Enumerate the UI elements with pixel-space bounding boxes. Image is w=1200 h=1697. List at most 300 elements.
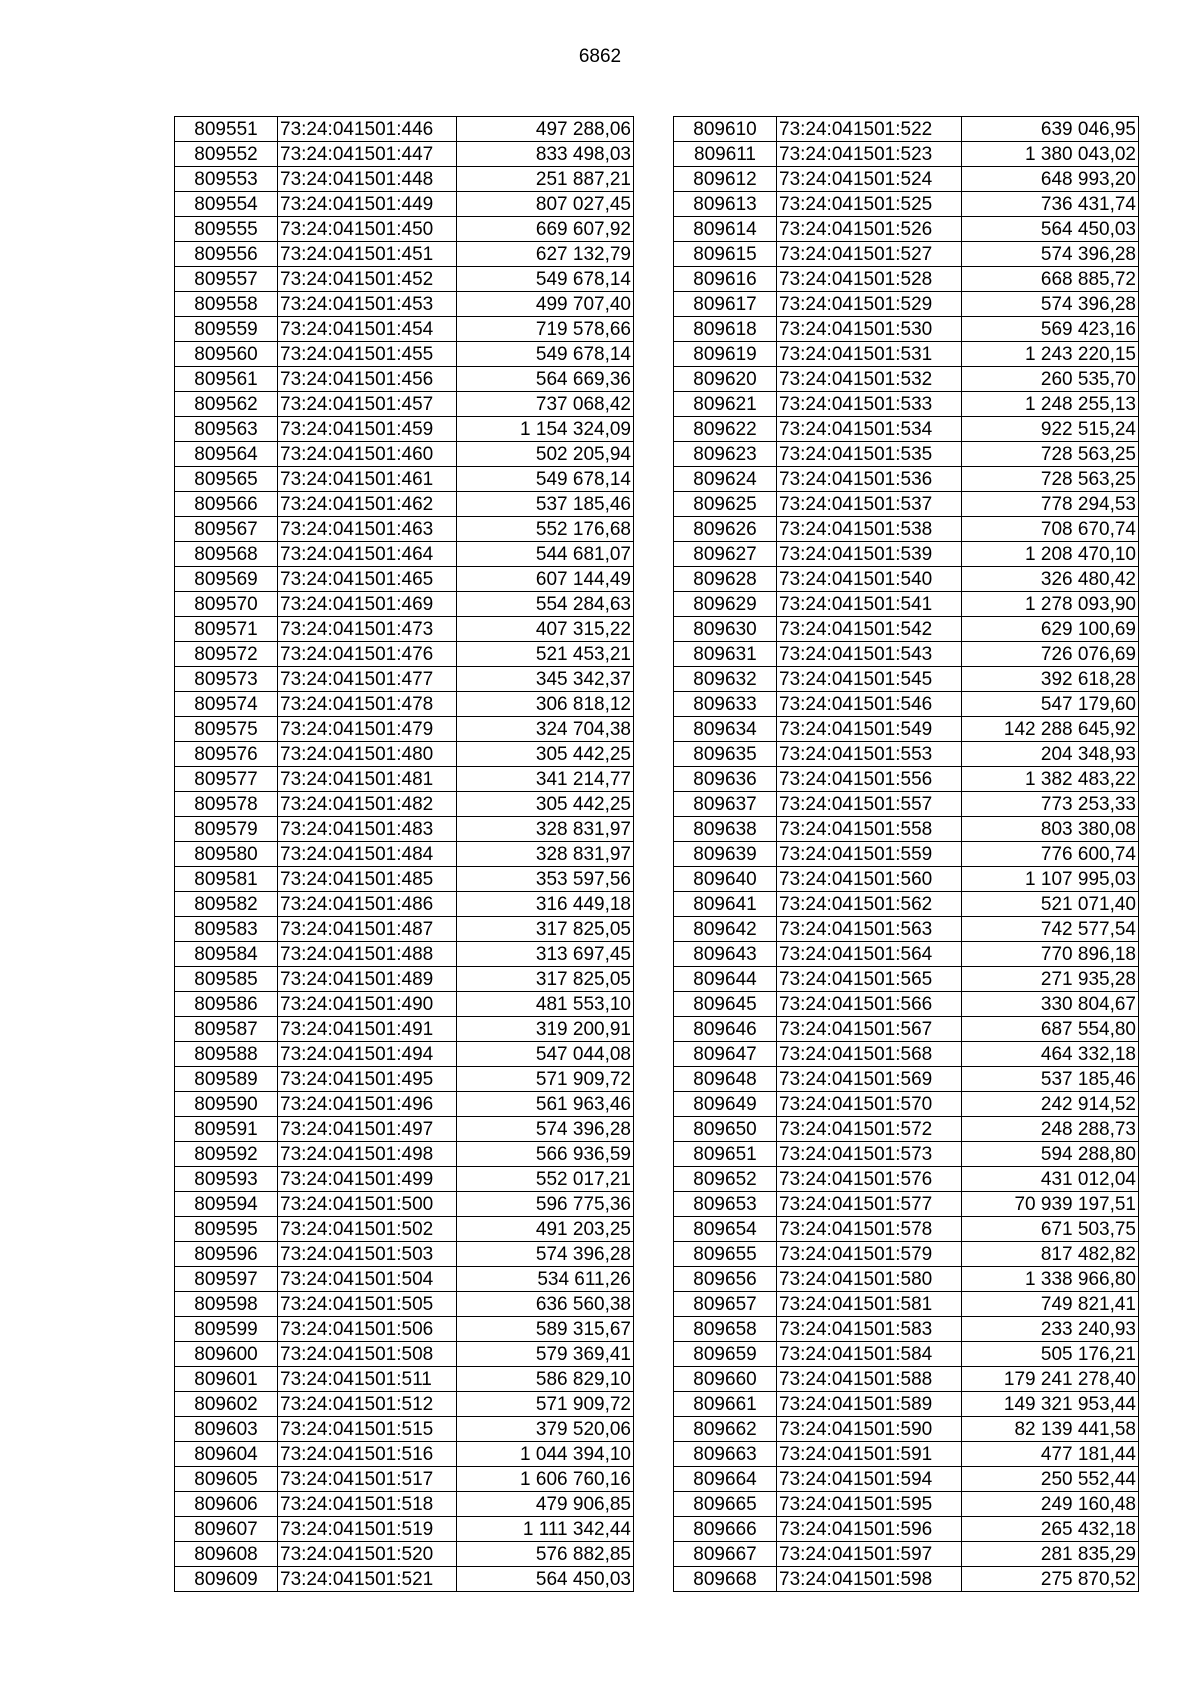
cadastral-number-cell: 73:24:041501:496 [278, 1092, 457, 1117]
cadastral-value-cell: 353 597,56 [457, 867, 634, 892]
table-row [674, 417, 1139, 442]
record-number-cell: 809655 [674, 1242, 777, 1267]
record-number-cell: 809574 [175, 692, 278, 717]
cadastral-number-cell: 73:24:041501:506 [278, 1317, 457, 1342]
cadastral-value-cell: 317 825,05 [457, 967, 634, 992]
cadastral-value-cell: 564 669,36 [457, 367, 634, 392]
cadastral-value-cell: 316 449,18 [457, 892, 634, 917]
record-number-cell: 809651 [674, 1142, 777, 1167]
record-number-cell: 809593 [175, 1167, 278, 1192]
record-number-cell: 809573 [175, 667, 278, 692]
table-row [175, 342, 634, 367]
cadastral-number-cell: 73:24:041501:477 [278, 667, 457, 692]
cadastral-number-cell: 73:24:041501:482 [278, 792, 457, 817]
table-row [674, 942, 1139, 967]
cadastral-value-cell: 82 139 441,58 [962, 1417, 1139, 1442]
cadastral-value-cell: 341 214,77 [457, 767, 634, 792]
table-row [674, 642, 1139, 667]
record-number-cell: 809661 [674, 1392, 777, 1417]
record-number-cell: 809605 [175, 1467, 278, 1492]
cadastral-value-cell: 502 205,94 [457, 442, 634, 467]
table-row [674, 342, 1139, 367]
table-row [175, 942, 634, 967]
cadastral-number-cell: 73:24:041501:563 [777, 917, 962, 942]
table-row [674, 1117, 1139, 1142]
table-row [674, 1167, 1139, 1192]
table-row [674, 1317, 1139, 1342]
cadastral-number-cell: 73:24:041501:558 [777, 817, 962, 842]
cadastral-number-cell: 73:24:041501:524 [777, 167, 962, 192]
record-number-cell: 809625 [674, 492, 777, 517]
record-number-cell: 809569 [175, 567, 278, 592]
table-row [175, 217, 634, 242]
table-row [674, 867, 1139, 892]
cadastral-number-cell: 73:24:041501:580 [777, 1267, 962, 1292]
cadastral-number-cell: 73:24:041501:451 [278, 242, 457, 267]
record-number-cell: 809606 [175, 1492, 278, 1517]
cadastral-value-cell: 521 453,21 [457, 642, 634, 667]
cadastral-number-cell: 73:24:041501:508 [278, 1342, 457, 1367]
record-number-cell: 809553 [175, 167, 278, 192]
cadastral-number-cell: 73:24:041501:448 [278, 167, 457, 192]
cadastral-value-cell: 737 068,42 [457, 392, 634, 417]
table-row [674, 792, 1139, 817]
cadastral-value-cell: 561 963,46 [457, 1092, 634, 1117]
cadastral-number-cell: 73:24:041501:521 [278, 1567, 457, 1592]
cadastral-number-cell: 73:24:041501:570 [777, 1092, 962, 1117]
record-number-cell: 809592 [175, 1142, 278, 1167]
cadastral-number-cell: 73:24:041501:516 [278, 1442, 457, 1467]
cadastral-number-cell: 73:24:041501:503 [278, 1242, 457, 1267]
cadastral-number-cell: 73:24:041501:559 [777, 842, 962, 867]
record-number-cell: 809602 [175, 1392, 278, 1417]
cadastral-number-cell: 73:24:041501:596 [777, 1517, 962, 1542]
record-number-cell: 809637 [674, 792, 777, 817]
record-number-cell: 809585 [175, 967, 278, 992]
cadastral-number-cell: 73:24:041501:464 [278, 542, 457, 567]
record-number-cell: 809654 [674, 1217, 777, 1242]
cadastral-number-cell: 73:24:041501:485 [278, 867, 457, 892]
cadastral-number-cell: 73:24:041501:512 [278, 1392, 457, 1417]
cadastral-value-cell: 521 071,40 [962, 892, 1139, 917]
cadastral-value-cell: 807 027,45 [457, 192, 634, 217]
record-number-cell: 809636 [674, 767, 777, 792]
cadastral-value-cell: 749 821,41 [962, 1292, 1139, 1317]
record-number-cell: 809576 [175, 742, 278, 767]
record-number-cell: 809646 [674, 1017, 777, 1042]
table-row [175, 417, 634, 442]
table-row [175, 742, 634, 767]
cadastral-value-cell: 142 288 645,92 [962, 717, 1139, 742]
cadastral-value-cell: 1 382 483,22 [962, 767, 1139, 792]
cadastral-number-cell: 73:24:041501:522 [777, 117, 962, 142]
record-number-cell: 809577 [175, 767, 278, 792]
table-row [175, 1342, 634, 1367]
cadastral-number-cell: 73:24:041501:456 [278, 367, 457, 392]
table-row [674, 992, 1139, 1017]
cadastral-number-cell: 73:24:041501:583 [777, 1317, 962, 1342]
cadastral-number-cell: 73:24:041501:523 [777, 142, 962, 167]
record-number-cell: 809551 [175, 117, 278, 142]
cadastral-value-cell: 345 342,37 [457, 667, 634, 692]
cadastral-value-cell: 70 939 197,51 [962, 1192, 1139, 1217]
table-row [674, 1467, 1139, 1492]
table-row [175, 192, 634, 217]
cadastral-number-cell: 73:24:041501:455 [278, 342, 457, 367]
record-number-cell: 809648 [674, 1067, 777, 1092]
left-table-body [175, 117, 634, 1592]
record-number-cell: 809578 [175, 792, 278, 817]
table-row [175, 1267, 634, 1292]
page-number: 6862 [578, 46, 622, 67]
table-row [674, 767, 1139, 792]
cadastral-number-cell: 73:24:041501:462 [278, 492, 457, 517]
table-row [674, 217, 1139, 242]
table-row [175, 692, 634, 717]
cadastral-value-cell: 639 046,95 [962, 117, 1139, 142]
table-row [674, 242, 1139, 267]
record-number-cell: 809596 [175, 1242, 278, 1267]
cadastral-number-cell: 73:24:041501:590 [777, 1417, 962, 1442]
table-row [674, 1367, 1139, 1392]
cadastral-number-cell: 73:24:041501:498 [278, 1142, 457, 1167]
record-number-cell: 809566 [175, 492, 278, 517]
cadastral-number-cell: 73:24:041501:562 [777, 892, 962, 917]
cadastral-number-cell: 73:24:041501:532 [777, 367, 962, 392]
right-register-table [673, 116, 1139, 1592]
record-number-cell: 809575 [175, 717, 278, 742]
table-row [674, 167, 1139, 192]
table-row [674, 1092, 1139, 1117]
table-row [175, 242, 634, 267]
table-row [175, 1167, 634, 1192]
cadastral-value-cell: 260 535,70 [962, 367, 1139, 392]
cadastral-number-cell: 73:24:041501:517 [278, 1467, 457, 1492]
table-row [674, 317, 1139, 342]
record-number-cell: 809565 [175, 467, 278, 492]
record-number-cell: 809622 [674, 417, 777, 442]
record-number-cell: 809597 [175, 1267, 278, 1292]
record-number-cell: 809610 [674, 117, 777, 142]
cadastral-value-cell: 1 338 966,80 [962, 1267, 1139, 1292]
record-number-cell: 809554 [175, 192, 278, 217]
record-number-cell: 809659 [674, 1342, 777, 1367]
table-row [674, 1242, 1139, 1267]
cadastral-value-cell: 505 176,21 [962, 1342, 1139, 1367]
table-row [175, 592, 634, 617]
table-row [674, 742, 1139, 767]
cadastral-value-cell: 1 243 220,15 [962, 342, 1139, 367]
cadastral-number-cell: 73:24:041501:526 [777, 217, 962, 242]
record-number-cell: 809615 [674, 242, 777, 267]
table-row [175, 617, 634, 642]
cadastral-number-cell: 73:24:041501:568 [777, 1042, 962, 1067]
table-row [674, 1542, 1139, 1567]
table-row [674, 1192, 1139, 1217]
cadastral-value-cell: 544 681,07 [457, 542, 634, 567]
table-row [175, 1517, 634, 1542]
cadastral-value-cell: 549 678,14 [457, 267, 634, 292]
table-row [175, 292, 634, 317]
table-row [175, 1242, 634, 1267]
cadastral-number-cell: 73:24:041501:519 [278, 1517, 457, 1542]
record-number-cell: 809601 [175, 1367, 278, 1392]
record-number-cell: 809589 [175, 1067, 278, 1092]
table-row [175, 767, 634, 792]
cadastral-number-cell: 73:24:041501:545 [777, 667, 962, 692]
record-number-cell: 809630 [674, 617, 777, 642]
cadastral-value-cell: 596 775,36 [457, 1192, 634, 1217]
table-row [674, 192, 1139, 217]
table-row [674, 1567, 1139, 1592]
cadastral-value-cell: 803 380,08 [962, 817, 1139, 842]
table-row [674, 492, 1139, 517]
cadastral-number-cell: 73:24:041501:457 [278, 392, 457, 417]
cadastral-value-cell: 671 503,75 [962, 1217, 1139, 1242]
cadastral-number-cell: 73:24:041501:479 [278, 717, 457, 742]
cadastral-number-cell: 73:24:041501:494 [278, 1042, 457, 1067]
record-number-cell: 809617 [674, 292, 777, 317]
cadastral-number-cell: 73:24:041501:595 [777, 1492, 962, 1517]
cadastral-number-cell: 73:24:041501:490 [278, 992, 457, 1017]
table-row [674, 842, 1139, 867]
record-number-cell: 809603 [175, 1417, 278, 1442]
cadastral-value-cell: 1 154 324,09 [457, 417, 634, 442]
record-number-cell: 809594 [175, 1192, 278, 1217]
table-row [674, 667, 1139, 692]
cadastral-number-cell: 73:24:041501:502 [278, 1217, 457, 1242]
cadastral-value-cell: 552 017,21 [457, 1167, 634, 1192]
record-number-cell: 809645 [674, 992, 777, 1017]
cadastral-value-cell: 149 321 953,44 [962, 1392, 1139, 1417]
record-number-cell: 809657 [674, 1292, 777, 1317]
cadastral-number-cell: 73:24:041501:449 [278, 192, 457, 217]
cadastral-number-cell: 73:24:041501:538 [777, 517, 962, 542]
table-row [175, 1442, 634, 1467]
cadastral-value-cell: 719 578,66 [457, 317, 634, 342]
cadastral-value-cell: 576 882,85 [457, 1542, 634, 1567]
cadastral-value-cell: 306 818,12 [457, 692, 634, 717]
cadastral-value-cell: 586 829,10 [457, 1367, 634, 1392]
cadastral-number-cell: 73:24:041501:537 [777, 492, 962, 517]
record-number-cell: 809580 [175, 842, 278, 867]
cadastral-value-cell: 497 288,06 [457, 117, 634, 142]
record-number-cell: 809611 [674, 142, 777, 167]
table-row [175, 142, 634, 167]
record-number-cell: 809591 [175, 1117, 278, 1142]
cadastral-value-cell: 479 906,85 [457, 1492, 634, 1517]
table-row [674, 917, 1139, 942]
cadastral-number-cell: 73:24:041501:527 [777, 242, 962, 267]
cadastral-number-cell: 73:24:041501:588 [777, 1367, 962, 1392]
record-number-cell: 809600 [175, 1342, 278, 1367]
cadastral-number-cell: 73:24:041501:483 [278, 817, 457, 842]
table-row [674, 1292, 1139, 1317]
cadastral-value-cell: 1 606 760,16 [457, 1467, 634, 1492]
cadastral-number-cell: 73:24:041501:530 [777, 317, 962, 342]
cadastral-value-cell: 317 825,05 [457, 917, 634, 942]
record-number-cell: 809584 [175, 942, 278, 967]
record-number-cell: 809563 [175, 417, 278, 442]
table-row [175, 1567, 634, 1592]
record-number-cell: 809632 [674, 667, 777, 692]
record-number-cell: 809635 [674, 742, 777, 767]
cadastral-value-cell: 265 432,18 [962, 1517, 1139, 1542]
cadastral-number-cell: 73:24:041501:565 [777, 967, 962, 992]
cadastral-number-cell: 73:24:041501:460 [278, 442, 457, 467]
record-number-cell: 809607 [175, 1517, 278, 1542]
record-number-cell: 809620 [674, 367, 777, 392]
cadastral-value-cell: 728 563,25 [962, 467, 1139, 492]
table-row [674, 817, 1139, 842]
table-row [175, 917, 634, 942]
cadastral-value-cell: 1 380 043,02 [962, 142, 1139, 167]
cadastral-number-cell: 73:24:041501:577 [777, 1192, 962, 1217]
cadastral-value-cell: 579 369,41 [457, 1342, 634, 1367]
cadastral-value-cell: 571 909,72 [457, 1067, 634, 1092]
record-number-cell: 809650 [674, 1117, 777, 1142]
cadastral-number-cell: 73:24:041501:473 [278, 617, 457, 642]
record-number-cell: 809642 [674, 917, 777, 942]
cadastral-value-cell: 534 611,26 [457, 1267, 634, 1292]
record-number-cell: 809668 [674, 1567, 777, 1592]
record-number-cell: 809623 [674, 442, 777, 467]
record-number-cell: 809579 [175, 817, 278, 842]
cadastral-value-cell: 742 577,54 [962, 917, 1139, 942]
cadastral-number-cell: 73:24:041501:584 [777, 1342, 962, 1367]
cadastral-value-cell: 569 423,16 [962, 317, 1139, 342]
record-number-cell: 809618 [674, 317, 777, 342]
table-row [175, 367, 634, 392]
record-number-cell: 809599 [175, 1317, 278, 1342]
record-number-cell: 809633 [674, 692, 777, 717]
cadastral-number-cell: 73:24:041501:531 [777, 342, 962, 367]
record-number-cell: 809559 [175, 317, 278, 342]
cadastral-number-cell: 73:24:041501:573 [777, 1142, 962, 1167]
record-number-cell: 809647 [674, 1042, 777, 1067]
cadastral-number-cell: 73:24:041501:525 [777, 192, 962, 217]
cadastral-value-cell: 668 885,72 [962, 267, 1139, 292]
cadastral-value-cell: 330 804,67 [962, 992, 1139, 1017]
table-row [175, 1417, 634, 1442]
table-row [175, 817, 634, 842]
table-row [175, 1117, 634, 1142]
cadastral-number-cell: 73:24:041501:541 [777, 592, 962, 617]
table-row [175, 1067, 634, 1092]
right-table-body [674, 117, 1139, 1592]
cadastral-number-cell: 73:24:041501:454 [278, 317, 457, 342]
record-number-cell: 809626 [674, 517, 777, 542]
cadastral-value-cell: 1 044 394,10 [457, 1442, 634, 1467]
cadastral-number-cell: 73:24:041501:564 [777, 942, 962, 967]
table-row [175, 1492, 634, 1517]
cadastral-number-cell: 73:24:041501:542 [777, 617, 962, 642]
record-number-cell: 809598 [175, 1292, 278, 1317]
table-row [175, 1317, 634, 1342]
table-row [674, 517, 1139, 542]
cadastral-value-cell: 817 482,82 [962, 1242, 1139, 1267]
cadastral-number-cell: 73:24:041501:566 [777, 992, 962, 1017]
record-number-cell: 809583 [175, 917, 278, 942]
cadastral-number-cell: 73:24:041501:597 [777, 1542, 962, 1567]
table-row [674, 1517, 1139, 1542]
table-row [674, 292, 1139, 317]
table-row [175, 317, 634, 342]
table-row [175, 1392, 634, 1417]
record-number-cell: 809667 [674, 1542, 777, 1567]
cadastral-value-cell: 328 831,97 [457, 842, 634, 867]
cadastral-value-cell: 1 107 995,03 [962, 867, 1139, 892]
table-row [674, 692, 1139, 717]
cadastral-value-cell: 589 315,67 [457, 1317, 634, 1342]
table-row [674, 592, 1139, 617]
record-number-cell: 809561 [175, 367, 278, 392]
record-number-cell: 809665 [674, 1492, 777, 1517]
table-row [674, 117, 1139, 142]
cadastral-number-cell: 73:24:041501:461 [278, 467, 457, 492]
cadastral-value-cell: 773 253,33 [962, 792, 1139, 817]
record-number-cell: 809653 [674, 1192, 777, 1217]
cadastral-number-cell: 73:24:041501:469 [278, 592, 457, 617]
left-register-table [174, 116, 634, 1592]
cadastral-value-cell: 204 348,93 [962, 742, 1139, 767]
cadastral-number-cell: 73:24:041501:534 [777, 417, 962, 442]
table-row [175, 1542, 634, 1567]
record-number-cell: 809663 [674, 1442, 777, 1467]
table-row [674, 892, 1139, 917]
record-number-cell: 809641 [674, 892, 777, 917]
table-row [175, 167, 634, 192]
cadastral-value-cell: 594 288,80 [962, 1142, 1139, 1167]
cadastral-value-cell: 249 160,48 [962, 1492, 1139, 1517]
record-number-cell: 809619 [674, 342, 777, 367]
cadastral-value-cell: 574 396,28 [457, 1117, 634, 1142]
table-row [674, 617, 1139, 642]
record-number-cell: 809638 [674, 817, 777, 842]
record-number-cell: 809640 [674, 867, 777, 892]
cadastral-value-cell: 629 100,69 [962, 617, 1139, 642]
table-row [175, 992, 634, 1017]
cadastral-value-cell: 1 278 093,90 [962, 592, 1139, 617]
cadastral-number-cell: 73:24:041501:556 [777, 767, 962, 792]
record-number-cell: 809616 [674, 267, 777, 292]
cadastral-value-cell: 464 332,18 [962, 1042, 1139, 1067]
record-number-cell: 809649 [674, 1092, 777, 1117]
cadastral-value-cell: 305 442,25 [457, 742, 634, 767]
cadastral-value-cell: 554 284,63 [457, 592, 634, 617]
table-row [175, 267, 634, 292]
cadastral-value-cell: 778 294,53 [962, 492, 1139, 517]
record-number-cell: 809643 [674, 942, 777, 967]
table-row [175, 892, 634, 917]
table-row [175, 442, 634, 467]
cadastral-value-cell: 251 887,21 [457, 167, 634, 192]
table-row [175, 567, 634, 592]
table-row [175, 842, 634, 867]
cadastral-value-cell: 627 132,79 [457, 242, 634, 267]
table-row [175, 1292, 634, 1317]
table-row [175, 1092, 634, 1117]
cadastral-value-cell: 736 431,74 [962, 192, 1139, 217]
cadastral-number-cell: 73:24:041501:505 [278, 1292, 457, 1317]
table-row [674, 142, 1139, 167]
cadastral-number-cell: 73:24:041501:576 [777, 1167, 962, 1192]
cadastral-number-cell: 73:24:041501:504 [278, 1267, 457, 1292]
table-row [674, 717, 1139, 742]
cadastral-value-cell: 537 185,46 [962, 1067, 1139, 1092]
record-number-cell: 809666 [674, 1517, 777, 1542]
record-number-cell: 809590 [175, 1092, 278, 1117]
